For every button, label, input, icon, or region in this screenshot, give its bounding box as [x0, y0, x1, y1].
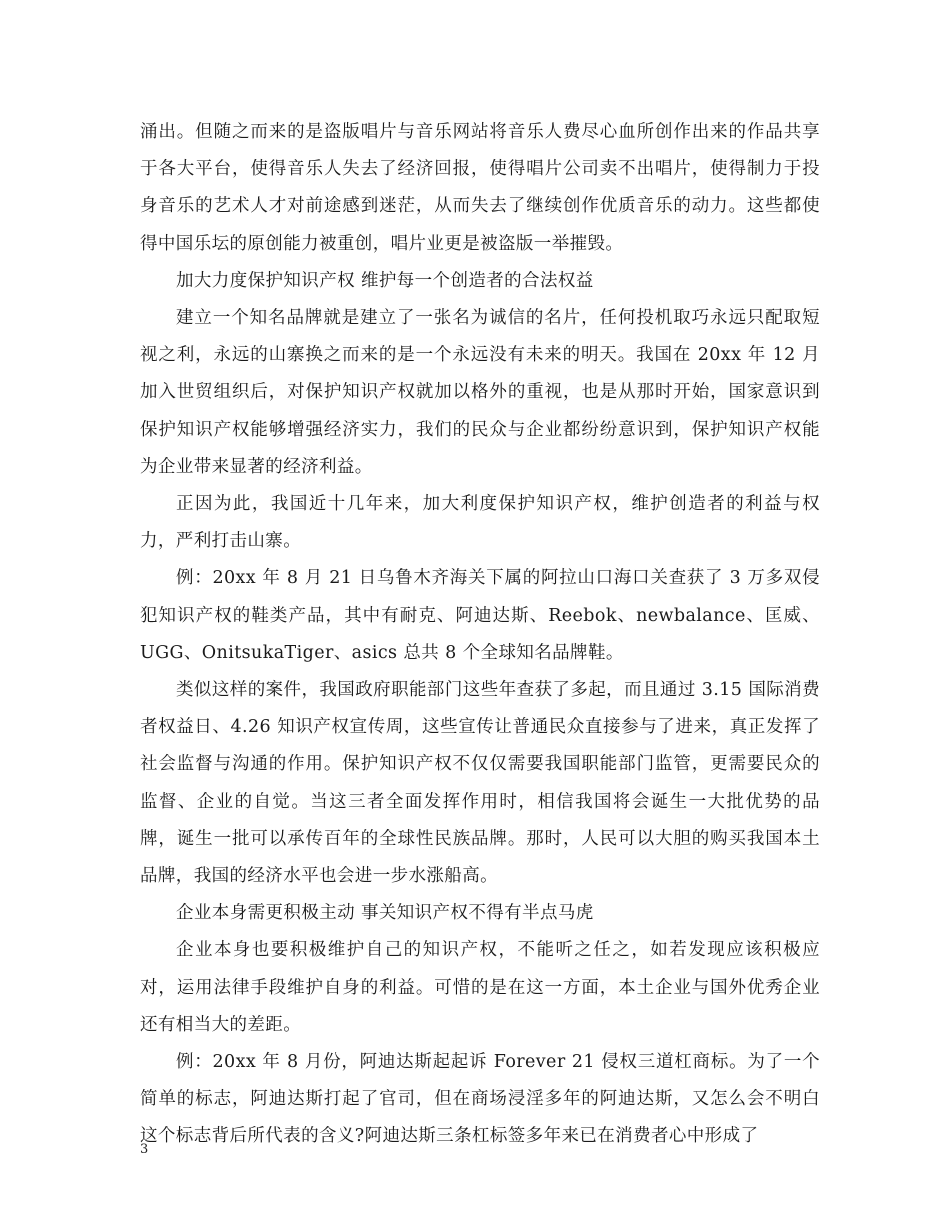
paragraph-4: 例：20xx 年 8 月 21 日乌鲁木齐海关下属的阿拉山口海口关查获了 3 万多双侵犯知识产权的鞋类产品，其中有耐克、阿迪达斯、Reebok、newbalance、匡威、UGG、OnitsukaTiger、asics 总共 8 个全球知名品牌鞋。 [140, 568, 820, 663]
body-text [140, 114, 820, 1156]
page-number: 3 [140, 1142, 149, 1157]
paragraph-3: 正因为此，我国近十几年来，加大利度保护知识产权，维护创造者的利益与权力，严利打击山寨。 [140, 494, 820, 552]
section-heading-2: 企业本身需更积极主动 事关知识产权不得有半点马虎 [176, 903, 594, 924]
paragraph-1: 涌出。但随之而来的是盗版唱片与音乐网站将音乐人费尽心血所创作出来的作品共享于各大平台，使得音乐人失去了经济回报，使得唱片公司卖不出唱片，使得制力于投身音乐的艺术人才对前途感到迷茫，从而失去了继续创作优质音乐的动力。这些都使得中国乐坛的原创能力被重创，唱片业更是被盗版一举摧毁。 [140, 122, 820, 254]
paragraph-5: 类似这样的案件，我国政府职能部门这些年查获了多起，而且通过 3.15 国际消费者权益日、4.26 知识产权宣传周，这些宣传让普通民众直接参与了进来，真正发挥了社会监督与沟通的作用。保护知识产权不仅仅需要我国职能部门监管，更需要民众的监督、企业的自觉。当这三者全面发挥作用时，相信我国将会诞生一大批优势的品牌，诞生一批可以承传百年的全球性民族品牌。那时，人民可以大胆的购买我国本土品牌，我国的经济水平也会进一步水涨船高。 [140, 680, 820, 887]
paragraph-7: 例：20xx 年 8 月份，阿迪达斯起起诉 Forever 21 侵权三道杠商标。为了一个简单的标志，阿迪达斯打起了官司，但在商场浸淫多年的阿迪达斯，又怎么会不明白这个标志背后所代表的含义?阿迪达斯三条杠标签多年来已在消费者心中形成了 [140, 1052, 820, 1147]
paragraph-6: 企业本身也要积极维护自己的知识产权，不能听之任之，如若发现应该积极应对，运用法律手段维护自身的利益。可惜的是在这一方面，本土企业与国外优秀企业还有相当大的差距。 [140, 940, 820, 1035]
paragraph-2: 建立一个知名品牌就是建立了一张名为诚信的名片，任何投机取巧永远只配取短视之利，永远的山寨换之而来的是一个永远没有未来的明天。我国在 20xx 年 12 月加入世贸组织后，对保护知识产权就加以格外的重视，也是从那时开始，国家意识到保护知识产权能够增强经济实力，我们的民众与企业都纷纷意识到，保护知识产权能为企业带来显著的经济利益。 [140, 308, 820, 477]
section-heading-1: 加大力度保护知识产权 维护每一个创造者的合法权益 [176, 270, 594, 291]
